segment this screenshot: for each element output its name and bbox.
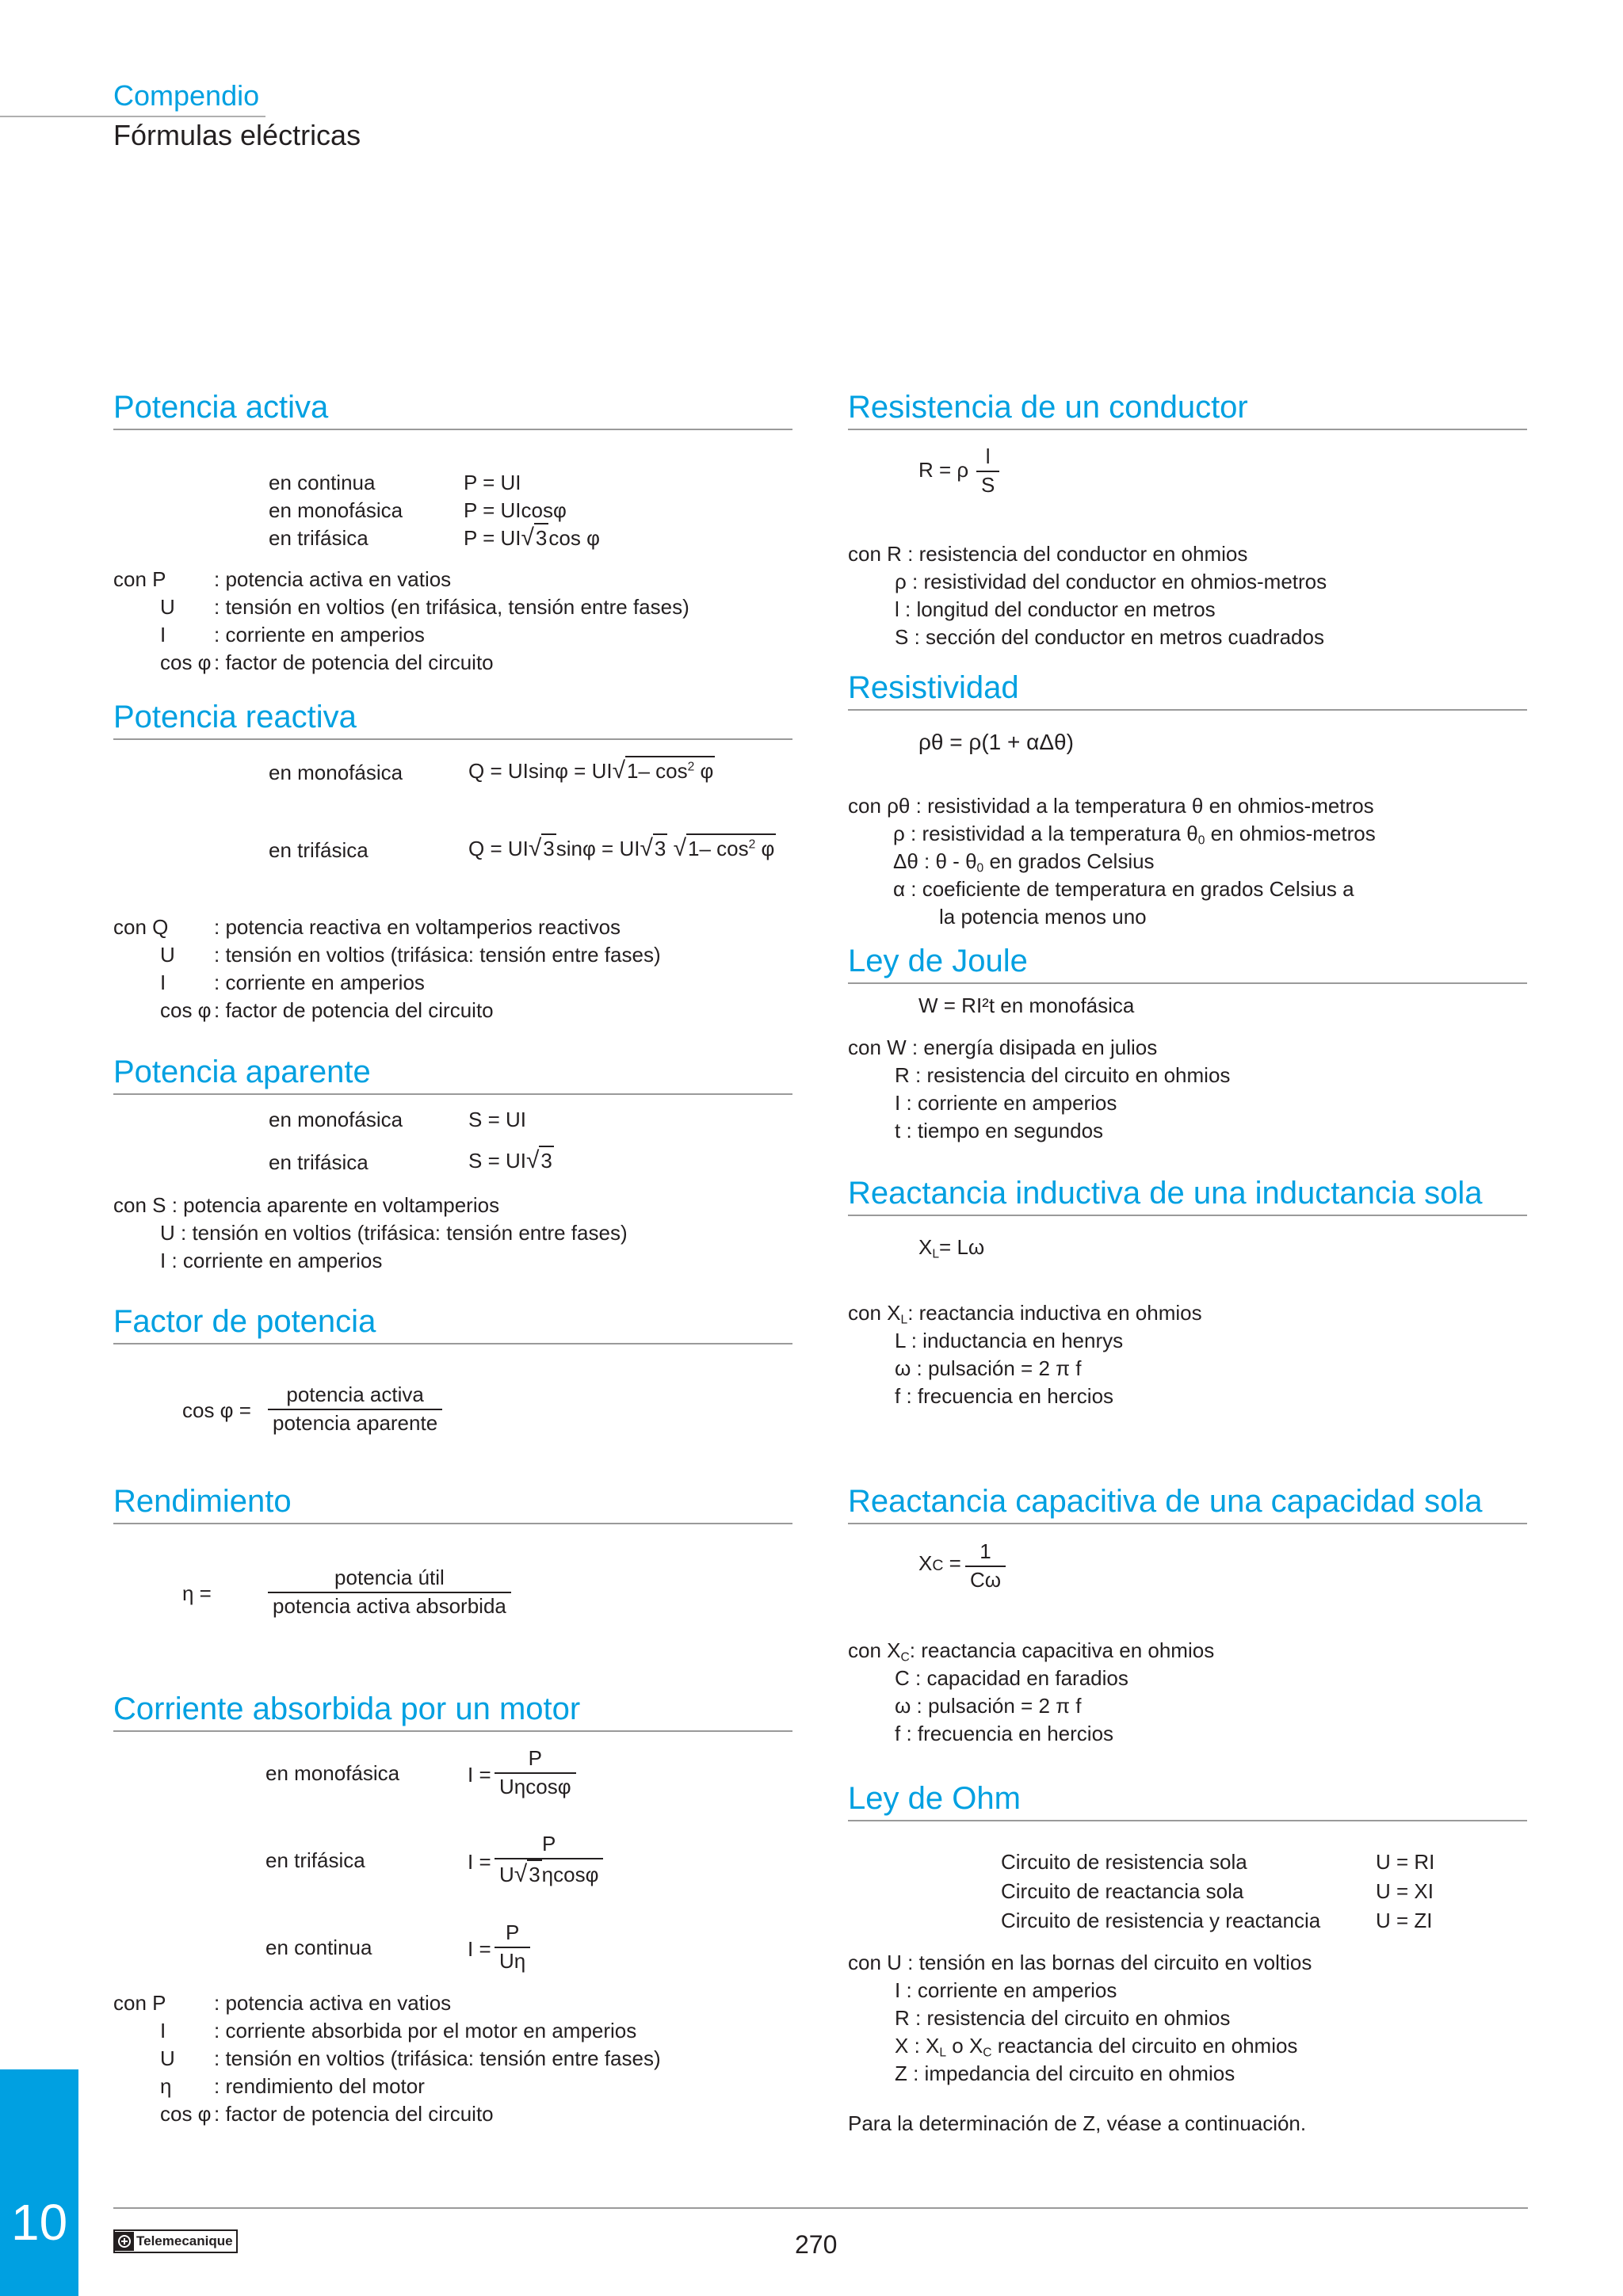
legend-desc: : tensión en voltios (trifásica: tensión entre fases): [214, 2046, 661, 2070]
formula-aparente-mono: S = UI: [468, 1108, 526, 1131]
legend-desc: : potencia activa en vatios: [214, 1991, 452, 2015]
header-category: Compendio: [113, 79, 260, 112]
fraction-resistencia: [976, 445, 999, 498]
section-rule: [848, 709, 1527, 711]
legend-line: α : coeficiente de temperatura en grados Celsius a: [893, 877, 1354, 901]
formula-lhs: R = ρ: [918, 458, 969, 482]
section-rule: [113, 1093, 792, 1095]
legend-line: con $X_C$: reactancia capacitiva en ohmios: [848, 1638, 1215, 1665]
legend-sym: U: [160, 2046, 175, 2070]
header-divider: [0, 116, 265, 117]
numerator: P: [542, 1832, 556, 1855]
label-trifasica: en trifásica: [269, 1150, 369, 1174]
page-number: 270: [795, 2230, 838, 2259]
label-trifasica: en trifásica: [269, 526, 369, 550]
formula-reactiva-mono: Q = UIsinφ = UI√1– $\cos^2 \varphi$: [468, 757, 714, 784]
legend-desc: : factor de potencia del circuito: [214, 998, 494, 1022]
legend-line: con S : potencia aparente en voltamperios: [113, 1193, 500, 1217]
legend-line: R : resistencia del circuito en ohmios: [895, 2006, 1231, 2030]
section-rule: [113, 1730, 792, 1732]
section-title-corriente-motor: Corriente absorbida por un motor: [113, 1691, 581, 1726]
section-title-ley-joule: Ley de Joule: [848, 944, 1028, 978]
fraction-motor-cont: [495, 1921, 530, 1974]
legend-desc: : corriente en amperios: [214, 971, 425, 994]
legend-sym: con P: [113, 567, 166, 591]
legend-line: I : corriente en amperios: [160, 1249, 383, 1272]
legend-line: con ρθ : resistividad a la temperatura θ en ohmios-metros: [848, 794, 1374, 818]
ohm-label: Circuito de resistencia sola: [1001, 1850, 1247, 1874]
denominator: potencia aparente: [268, 1409, 442, 1436]
label-trifasica: en trifásica: [265, 1848, 365, 1872]
fraction-rendimiento: [268, 1566, 511, 1619]
numerator: potencia activa: [286, 1383, 424, 1406]
footer-divider: [113, 2207, 1528, 2209]
section-rule: [848, 1820, 1527, 1821]
denominator: Uηcosφ: [495, 1772, 576, 1799]
formula-lhs: I =: [468, 1850, 491, 1874]
legend-sym: con P: [113, 1991, 166, 2015]
legend-desc: : factor de potencia del circuito: [214, 650, 494, 674]
label-monofasica: en monofásica: [265, 1761, 400, 1785]
formula-lhs: I =: [468, 1937, 491, 1961]
numerator: P: [505, 1920, 520, 1944]
formula-aparente-tri: S = UI√3: [468, 1147, 552, 1173]
section-rule: [848, 429, 1527, 430]
brand-logo-icon: [115, 2232, 134, 2251]
legend-line: ρ : resistividad a la temperatura $\theta_0$ en ohmios-metros: [893, 822, 1376, 848]
legend-line: U : tensión en voltios (trifásica: tensión entre fases): [160, 1221, 628, 1245]
legend-line: con R : resistencia del conductor en ohmios: [848, 542, 1248, 566]
legend-line: la potencia menos uno: [939, 905, 1147, 929]
ohm-formula: U = RI: [1376, 1850, 1435, 1874]
denominator: potencia activa absorbida: [268, 1592, 511, 1619]
legend-line: t : tiempo en segundos: [895, 1119, 1104, 1142]
legend-desc: : rendimiento del motor: [214, 2074, 425, 2098]
legend-line: ρ : resistividad del conductor en ohmios-metros: [895, 570, 1327, 593]
legend-line: I : corriente en amperios: [895, 1978, 1117, 2002]
legend-line: con $X_L$: reactancia inductiva en ohmios: [848, 1301, 1202, 1327]
legend-desc: : corriente en amperios: [214, 623, 425, 646]
section-rule: [113, 1343, 792, 1344]
legend-sym: cos φ: [160, 998, 212, 1022]
section-title-potencia-aparente: Potencia aparente: [113, 1055, 371, 1089]
formula-joule: W = RI²t en monofásica: [918, 994, 1135, 1017]
legend-sym: η: [160, 2074, 172, 2098]
legend-desc: : potencia activa en vatios: [214, 567, 452, 591]
legend-desc: : tensión en voltios (en trifásica, tensión entre fases): [214, 595, 689, 619]
formula-lhs: cos φ =: [182, 1398, 251, 1422]
legend-sym: cos φ: [160, 2102, 212, 2126]
ohm-formula: U = XI: [1376, 1879, 1434, 1903]
legend-line: con U : tensión en las bornas del circuito en voltios: [848, 1951, 1312, 1974]
formula-lhs: XC =: [918, 1551, 961, 1575]
legend-sym: I: [160, 2019, 166, 2042]
section-title-ley-ohm: Ley de Ohm: [848, 1781, 1021, 1816]
label-monofasica: en monofásica: [269, 761, 403, 784]
legend-line: l : longitud del conductor en metros: [895, 597, 1216, 621]
ohm-label: Circuito de resistencia y reactancia: [1001, 1909, 1321, 1932]
legend-line: Δθ : θ - $\theta_0$ en grados Celsius: [893, 849, 1155, 875]
section-rule: [848, 1523, 1527, 1524]
formula-lhs: η =: [182, 1581, 212, 1605]
legend-sym: U: [160, 943, 175, 967]
label-monofasica: en monofásica: [269, 1108, 403, 1131]
section-rule: [113, 738, 792, 740]
numerator: P: [528, 1746, 542, 1770]
legend-line: I : corriente en amperios: [895, 1091, 1117, 1115]
brand-logo: [113, 2229, 238, 2253]
legend-line: X : $X_L$ o $X_C$ reactancia del circuito en ohmios: [895, 2034, 1298, 2060]
fraction-motor-tri: [495, 1833, 603, 1888]
legend-line: ω : pulsación = 2 π f: [895, 1356, 1082, 1380]
header-title: Fórmulas eléctricas: [113, 119, 361, 151]
chapter-tab: [0, 2069, 78, 2296]
legend-line: Z : impedancia del circuito en ohmios: [895, 2061, 1235, 2085]
legend-desc: : tensión en voltios (trifásica: tensión entre fases): [214, 943, 661, 967]
brand-name: Telemecanique: [136, 2233, 233, 2248]
formula-monofasica: P = UIcosφ: [464, 498, 567, 522]
legend-desc: : factor de potencia del circuito: [214, 2102, 494, 2126]
legend-sym: U: [160, 595, 175, 619]
denominator: U√3ηcosφ: [495, 1858, 603, 1888]
numerator: potencia útil: [334, 1566, 445, 1589]
section-title-resistencia-conductor: Resistencia de un conductor: [848, 390, 1248, 425]
legend-line: L : inductancia en henrys: [895, 1329, 1124, 1352]
legend-desc: : corriente absorbida por el motor en amperios: [214, 2019, 637, 2042]
section-title-rendimiento: Rendimiento: [113, 1484, 292, 1519]
label-continua: en continua: [269, 471, 376, 494]
numerator: l: [985, 444, 991, 468]
legend-line: S : sección del conductor en metros cuadrados: [895, 625, 1324, 649]
fraction-factor-potencia: [268, 1383, 442, 1436]
fraction-reactancia-capacitiva: [965, 1540, 1006, 1592]
section-title-reactancia-inductiva: Reactancia inductiva de una inductancia sola: [848, 1176, 1483, 1211]
formula-trifasica: P = UI√3cos φ: [464, 524, 600, 551]
formula-reactancia-inductiva: $X_L= L\omega$: [918, 1235, 985, 1261]
section-rule: [848, 1215, 1527, 1216]
legend-line: f : frecuencia en hercios: [895, 1722, 1114, 1745]
formula-continua: P = UI: [464, 471, 521, 494]
section-rule: [113, 429, 792, 430]
section-rule: [113, 1523, 792, 1524]
numerator: 1: [980, 1539, 991, 1563]
label-monofasica: en monofásica: [269, 498, 403, 522]
legend-line: R : resistencia del circuito en ohmios: [895, 1063, 1231, 1087]
section-title-factor-potencia: Factor de potencia: [113, 1304, 376, 1339]
chapter-number: 10: [11, 2194, 68, 2251]
label-trifasica: en trifásica: [269, 838, 369, 862]
denominator: S: [976, 471, 999, 498]
denominator: Cω: [965, 1566, 1006, 1592]
legend-sym: I: [160, 971, 166, 994]
legend-line: f : frecuencia en hercios: [895, 1384, 1114, 1408]
section-title-resistividad: Resistividad: [848, 670, 1019, 705]
section-title-potencia-activa: Potencia activa: [113, 390, 329, 425]
legend-line: ω : pulsación = 2 π f: [895, 1694, 1082, 1718]
section-rule: [848, 982, 1527, 984]
formula-resistividad: ρθ = ρ(1 + αΔθ): [918, 730, 1074, 754]
legend-sym: cos φ: [160, 650, 212, 674]
ohm-note: Para la determinación de Z, véase a continuación.: [848, 2111, 1307, 2135]
legend-line: C : capacidad en faradios: [895, 1666, 1128, 1690]
formula-reactiva-tri: Q = UI√3sinφ = UI√3 √1– $\cos^2 \varphi$: [468, 835, 775, 861]
ohm-label: Circuito de reactancia sola: [1001, 1879, 1244, 1903]
legend-sym: con Q: [113, 915, 169, 939]
legend-sym: I: [160, 623, 166, 646]
legend-desc: : potencia reactiva en voltamperios reactivos: [214, 915, 621, 939]
formula-lhs: I =: [468, 1763, 491, 1787]
denominator: Uη: [495, 1947, 530, 1974]
legend-line: con W : energía disipada en julios: [848, 1035, 1158, 1059]
fraction-motor-mono: [495, 1747, 576, 1799]
section-title-reactancia-capacitiva: Reactancia capacitiva de una capacidad sola: [848, 1484, 1483, 1519]
section-title-potencia-reactiva: Potencia reactiva: [113, 700, 357, 734]
label-continua: en continua: [265, 1936, 372, 1959]
ohm-formula: U = ZI: [1376, 1909, 1433, 1932]
